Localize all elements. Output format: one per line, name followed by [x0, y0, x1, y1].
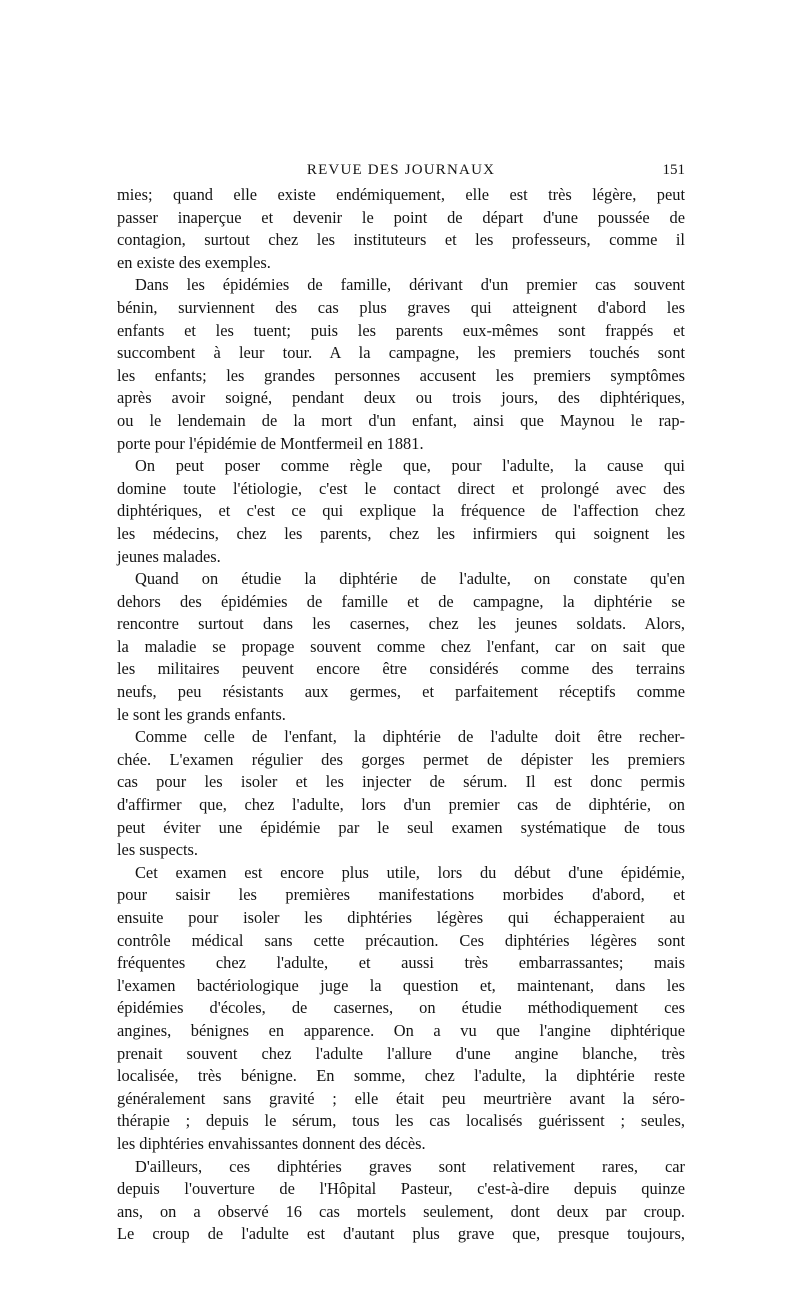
text-line: prenait souvent chez l'adulte l'allure d'une angine blanche, très: [117, 1043, 685, 1063]
text-line: contagion, surtout chez les instituteurs et les professeurs, comme il: [117, 230, 685, 250]
text-line: Quand on étudie la diphtérie de l'adulte, on constate qu'en: [135, 569, 685, 589]
running-title: REVUE DES JOURNAUX: [306, 162, 496, 178]
paragraph: [117, 1156, 685, 1246]
text-line: les médecins, chez les parents, chez les infirmiers qui soignent les: [117, 523, 685, 543]
text-line: localisée, très bénigne. En somme, chez l'adulte, la diphtérie reste: [117, 1066, 685, 1086]
text-line: porte pour l'épidémie de Montfermeil en 1881.: [117, 433, 424, 453]
text-line: ou le lendemain de la mort d'un enfant, ainsi que Maynou le rap-: [117, 410, 685, 430]
text-line: en existe des exemples.: [117, 252, 271, 272]
text-line: Dans les épidémies de famille, dérivant d'un premier cas souvent: [135, 275, 685, 295]
text-line: fréquentes chez l'adulte, et aussi très embarrassantes; mais: [117, 953, 685, 973]
text-line: Le croup de l'adulte est d'autant plus grave que, presque toujours,: [117, 1224, 685, 1244]
text-line: ans, on a observé 16 cas mortels seulement, dont deux par croup.: [117, 1201, 685, 1221]
text-line: rencontre surtout dans les casernes, chez les jeunes soldats. Alors,: [117, 614, 685, 634]
text-line: épidémies d'écoles, de casernes, on étudie méthodiquement ces: [117, 998, 685, 1018]
text-line: dehors des épidémies de famille et de campagne, la diphtérie se: [117, 591, 685, 611]
text-line: Cet examen est encore plus utile, lors du début d'une épidémie,: [135, 862, 685, 882]
text-line: pour saisir les premières manifestations morbides d'abord, et: [117, 885, 685, 905]
text-line: On peut poser comme règle que, pour l'adulte, la cause qui: [135, 456, 685, 476]
text-line: les diphtéries envahissantes donnent des décès.: [117, 1133, 426, 1153]
text-line: après avoir soigné, pendant deux ou trois jours, des diphtériques,: [117, 388, 685, 408]
text-line: diphtériques, et c'est ce qui explique la fréquence de l'affection chez: [117, 501, 685, 521]
text-line: chée. L'examen régulier des gorges permet de dépister les premiers: [117, 749, 685, 769]
page-header: [117, 158, 685, 182]
paragraph: [117, 568, 685, 726]
body-text: [117, 184, 685, 1246]
text-line: jeunes malades.: [117, 546, 221, 566]
text-line: angines, bénignes en apparence. On a vu que l'angine diphtérique: [117, 1020, 685, 1040]
text-line: le sont les grands enfants.: [117, 704, 286, 724]
text-line: thérapie ; depuis le sérum, tous les cas localisés guérissent ; seules,: [117, 1111, 685, 1131]
paragraph: [117, 726, 685, 862]
text-line: succombent à leur tour. A la campagne, les premiers touchés sont: [117, 343, 685, 363]
page-number: 151: [662, 162, 685, 178]
paragraph: [117, 862, 685, 1156]
text-line: d'affirmer que, chez l'adulte, lors d'un premier cas de diphtérie, on: [117, 795, 685, 815]
text-line: l'examen bactériologique juge la question et, maintenant, dans les: [117, 975, 685, 995]
text-line: Comme celle de l'enfant, la diphtérie de l'adulte doit être recher-: [135, 727, 685, 747]
text-line: la maladie se propage souvent comme chez l'enfant, car on sait que: [117, 636, 685, 656]
text-line: passer inaperçue et devenir le point de départ d'une poussée de: [117, 207, 685, 227]
text-line: ensuite pour isoler les diphtéries légères qui échapperaient au: [117, 908, 685, 927]
text-line: contrôle médical sans cette précaution. Ces diphtéries légères sont: [117, 930, 685, 950]
text-line: les militaires peuvent encore être considérés comme des terrains: [117, 659, 685, 679]
paragraph: [117, 184, 685, 274]
text-line: neufs, peu résistants aux germes, et parfaitement réceptifs comme: [117, 682, 685, 702]
text-line: peut éviter une épidémie par le seul examen systématique de tous: [117, 817, 685, 837]
text-line: enfants et les tuent; puis les parents eux-mêmes sont frappés et: [117, 320, 685, 340]
text-line: généralement sans gravité ; elle était peu meurtrière avant la séro-: [117, 1088, 685, 1108]
text-line: depuis l'ouverture de l'Hôpital Pasteur, c'est-à-dire depuis quinze: [117, 1179, 685, 1199]
text-line: domine toute l'étiologie, c'est le contact direct et prolongé avec des: [117, 478, 685, 498]
text-line: mies; quand elle existe endémiquement, elle est très légère, peut: [117, 185, 685, 204]
text-line: bénin, surviennent des cas plus graves qui atteignent d'abord les: [117, 297, 685, 317]
text-line: les suspects.: [117, 840, 199, 860]
paragraph: [117, 274, 685, 455]
text-line: les enfants; les grandes personnes accusent les premiers symptômes: [117, 365, 685, 385]
paragraph: [117, 455, 685, 568]
text-line: cas pour les isoler et les injecter de sérum. Il est donc permis: [117, 772, 685, 792]
text-line: D'ailleurs, ces diphtéries graves sont relativement rares, car: [135, 1156, 685, 1176]
